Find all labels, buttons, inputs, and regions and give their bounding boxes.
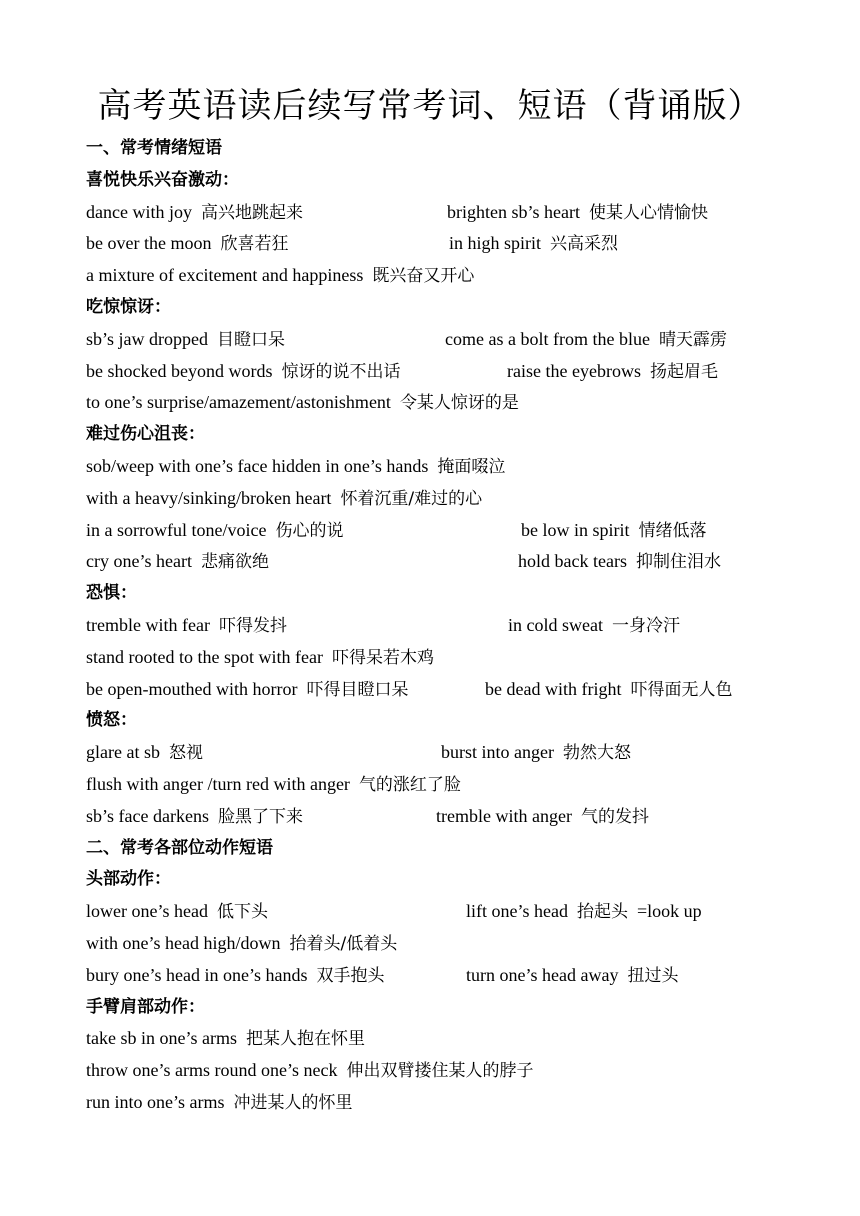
phrase-entry: sob/weep with one’s face hidden in one’s hands 掩面啜泣	[86, 455, 506, 477]
phrase-row	[86, 928, 786, 960]
section-heading-body-actions: 二、常考各部位动作短语	[86, 837, 273, 858]
phrase-entry: tremble with anger 气的发抖	[436, 805, 649, 827]
phrase-row	[86, 896, 786, 928]
phrase-entry: glare at sb 怒视	[86, 742, 203, 764]
phrase-entry: burst into anger 勃然大怒	[441, 742, 631, 764]
phrase-entry: be dead with fright 吓得面无人色	[485, 678, 733, 700]
phrase-entry: be over the moon 欣喜若狂	[86, 233, 289, 255]
phrase-row	[86, 228, 786, 260]
group-label-arms: 手臂肩部动作：	[86, 996, 205, 1017]
phrase-row	[86, 483, 786, 515]
phrase-row	[86, 1055, 786, 1087]
phrase-entry: cry one’s heart 悲痛欲绝	[86, 551, 269, 573]
phrase-entry: brighten sb’s heart 使某人心情愉快	[447, 201, 708, 223]
phrase-entry: lift one’s head 抬起头 =look up	[466, 901, 702, 923]
phrase-entry: with one’s head high/down 抬着头/低着头	[86, 932, 398, 954]
phrase-row	[86, 387, 786, 419]
phrase-entry: stand rooted to the spot with fear 吓得呆若木鸡	[86, 646, 434, 668]
phrase-entry: bury one’s head in one’s hands 双手抱头	[86, 964, 385, 986]
phrase-entry: hold back tears 抑制住泪水	[518, 551, 721, 573]
phrase-entry: in cold sweat 一身冷汗	[508, 614, 680, 636]
phrase-row	[86, 515, 786, 547]
phrase-row	[86, 1087, 786, 1119]
phrase-entry: to one’s surprise/amazement/astonishment 令某人惊讶的是	[86, 392, 519, 414]
phrase-entry: sb’s face darkens 脸黑了下来	[86, 805, 303, 827]
phrase-row	[86, 642, 786, 674]
group-label-anger: 愤怒：	[86, 710, 137, 731]
group-label-fear: 恐惧：	[86, 583, 137, 604]
group-label-sadness: 难过伤心沮丧：	[86, 424, 205, 445]
document-body	[86, 133, 786, 1119]
phrase-entry: in a sorrowful tone/voice 伤心的说	[86, 519, 344, 541]
phrase-entry: be open-mouthed with horror 吓得目瞪口呆	[86, 678, 409, 700]
group-label-head: 头部动作：	[86, 869, 171, 890]
phrase-row	[86, 801, 786, 833]
group-label-surprise: 吃惊惊讶：	[86, 296, 171, 317]
phrase-entry: lower one’s head 低下头	[86, 901, 268, 923]
phrase-row	[86, 356, 786, 388]
phrase-row	[86, 324, 786, 356]
phrase-entry: be shocked beyond words 惊讶的说不出话	[86, 360, 401, 382]
phrase-entry: a mixture of excitement and happiness 既兴奋又开心	[86, 265, 475, 287]
phrase-row	[86, 260, 786, 292]
section-heading-emotions: 一、常考情绪短语	[86, 138, 222, 158]
phrase-row	[86, 1023, 786, 1055]
phrase-row	[86, 451, 786, 483]
phrase-entry: raise the eyebrows 扬起眉毛	[507, 360, 718, 382]
phrase-entry: run into one’s arms 冲进某人的怀里	[86, 1091, 353, 1113]
phrase-entry: be low in spirit 情绪低落	[521, 519, 707, 541]
phrase-row	[86, 769, 786, 801]
phrase-entry: with a heavy/sinking/broken heart 怀着沉重/难过的心	[86, 487, 483, 509]
phrase-entry: in high spirit 兴高采烈	[449, 233, 619, 255]
phrase-row	[86, 674, 786, 706]
group-label-joy: 喜悦快乐兴奋激动：	[86, 169, 239, 190]
phrase-entry: flush with anger /turn red with anger 气的涨红了脸	[86, 773, 461, 795]
phrase-entry: take sb in one’s arms 把某人抱在怀里	[86, 1028, 365, 1050]
phrase-entry: tremble with fear 吓得发抖	[86, 614, 287, 636]
phrase-entry: sb’s jaw dropped 目瞪口呆	[86, 328, 285, 350]
phrase-entry: dance with joy 高兴地跳起来	[86, 201, 303, 223]
page-title: 高考英语读后续写常考词、短语（背诵版）	[97, 86, 763, 126]
phrase-row	[86, 197, 786, 229]
phrase-entry: come as a bolt from the blue 晴天霹雳	[445, 328, 727, 350]
phrase-entry: throw one’s arms round one’s neck 伸出双臂搂住某人的脖子	[86, 1060, 534, 1082]
phrase-row	[86, 737, 786, 769]
phrase-row	[86, 960, 786, 992]
phrase-entry: turn one’s head away 扭过头	[466, 964, 679, 986]
phrase-row	[86, 546, 786, 578]
phrase-row	[86, 610, 786, 642]
